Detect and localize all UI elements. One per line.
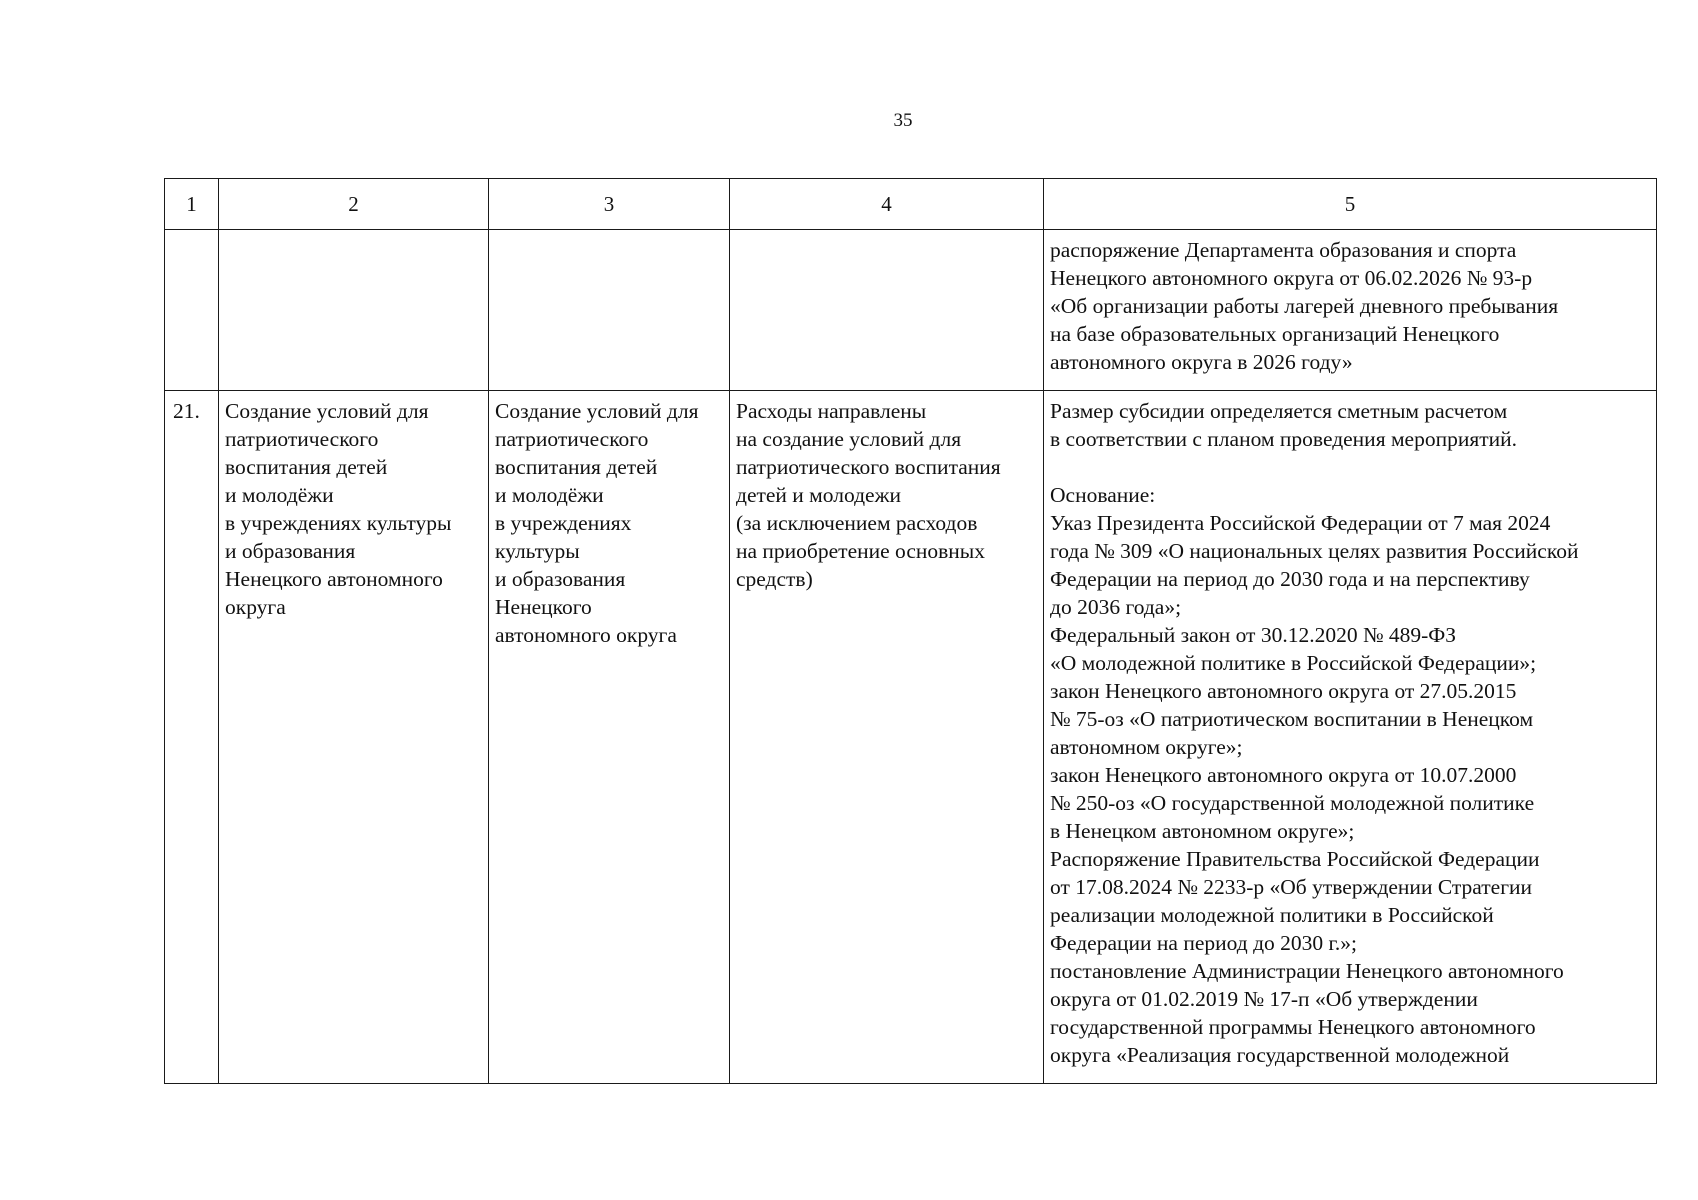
header-col-4: 4 [730, 179, 1044, 230]
cell-row21-basis [1044, 391, 1657, 1084]
cell-continuation-col1 [165, 230, 219, 391]
cell-continuation-col4 [730, 230, 1044, 391]
cell-row21-event-name [219, 391, 489, 1084]
header-col-3: 3 [489, 179, 730, 230]
header-col-5: 5 [1044, 179, 1657, 230]
continuation-basis-text: распоряжение Департамента образования и спорта Ненецкого автономного округа от 06.02.2026 № 93-р «Об организации работы лагерей дневного пребывания на базе образовательных организаций Ненецкого автономного округа в 2026 году» [1050, 238, 1559, 374]
table-row-21 [165, 391, 1657, 1084]
document-table [164, 178, 1657, 1084]
cell-row21-expenses [730, 391, 1044, 1084]
header-col-1: 1 [165, 179, 219, 230]
cell-continuation-col2 [219, 230, 489, 391]
cell-row21-direction [489, 391, 730, 1084]
page-number: 35 [893, 110, 913, 131]
expenses-text: Расходы направлены на создание условий для патриотического воспитания детей и молодежи (за исключением расходов на приобретение основных средств) [736, 399, 1001, 591]
direction-text: Создание условий для патриотического воспитания детей и молодёжи в учреждениях культуры и образования Ненецкого автономного округа [495, 399, 699, 647]
cell-row21-number [165, 391, 219, 1084]
header-col-2: 2 [219, 179, 489, 230]
table-row-continuation [165, 230, 1657, 391]
row-number: 21. [173, 399, 200, 423]
table-header-row [165, 179, 1657, 230]
event-name-text: Создание условий для патриотического воспитания детей и молодёжи в учреждениях культуры и образования Ненецкого автономного округа [225, 399, 452, 619]
cell-continuation-col3 [489, 230, 730, 391]
subsidy-basis-text: Размер субсидии определяется сметным расчетом в соответствии с планом проведения мероприятий. Основание: Указ Президента Российской Федерации от 7 мая 2024 года № 309 «О национальных целях развития Российской Федерации на период до 2030 года и на перспективу до 2036 года»; Федеральный закон от 30.12.2020 № 489-ФЗ «О молодежной политике в Российской Федерации»; закон Ненецкого автономного округа от 27.05.2015 № 75-оз «О патриотическом воспитании в Ненецком автономном округе»; закон Ненецкого автономного округа от 10.07.2000 № 250-оз «О государственной молодежной политике в Ненецком автономном округе»; Распоряжение Правительства Российской Федерации от 17.08.2024 № 2233-р «Об утверждении Стратегии реализации молодежной политики в Российской Федерации на период до 2030 г.»; постановление Администрации Ненецкого автономного округа от 01.02.2019 № 17-п «Об утверждении государственной программы Ненецкого автономного округа «Реализация государственной молодежной [1050, 399, 1579, 1067]
cell-continuation-col5 [1044, 230, 1657, 391]
